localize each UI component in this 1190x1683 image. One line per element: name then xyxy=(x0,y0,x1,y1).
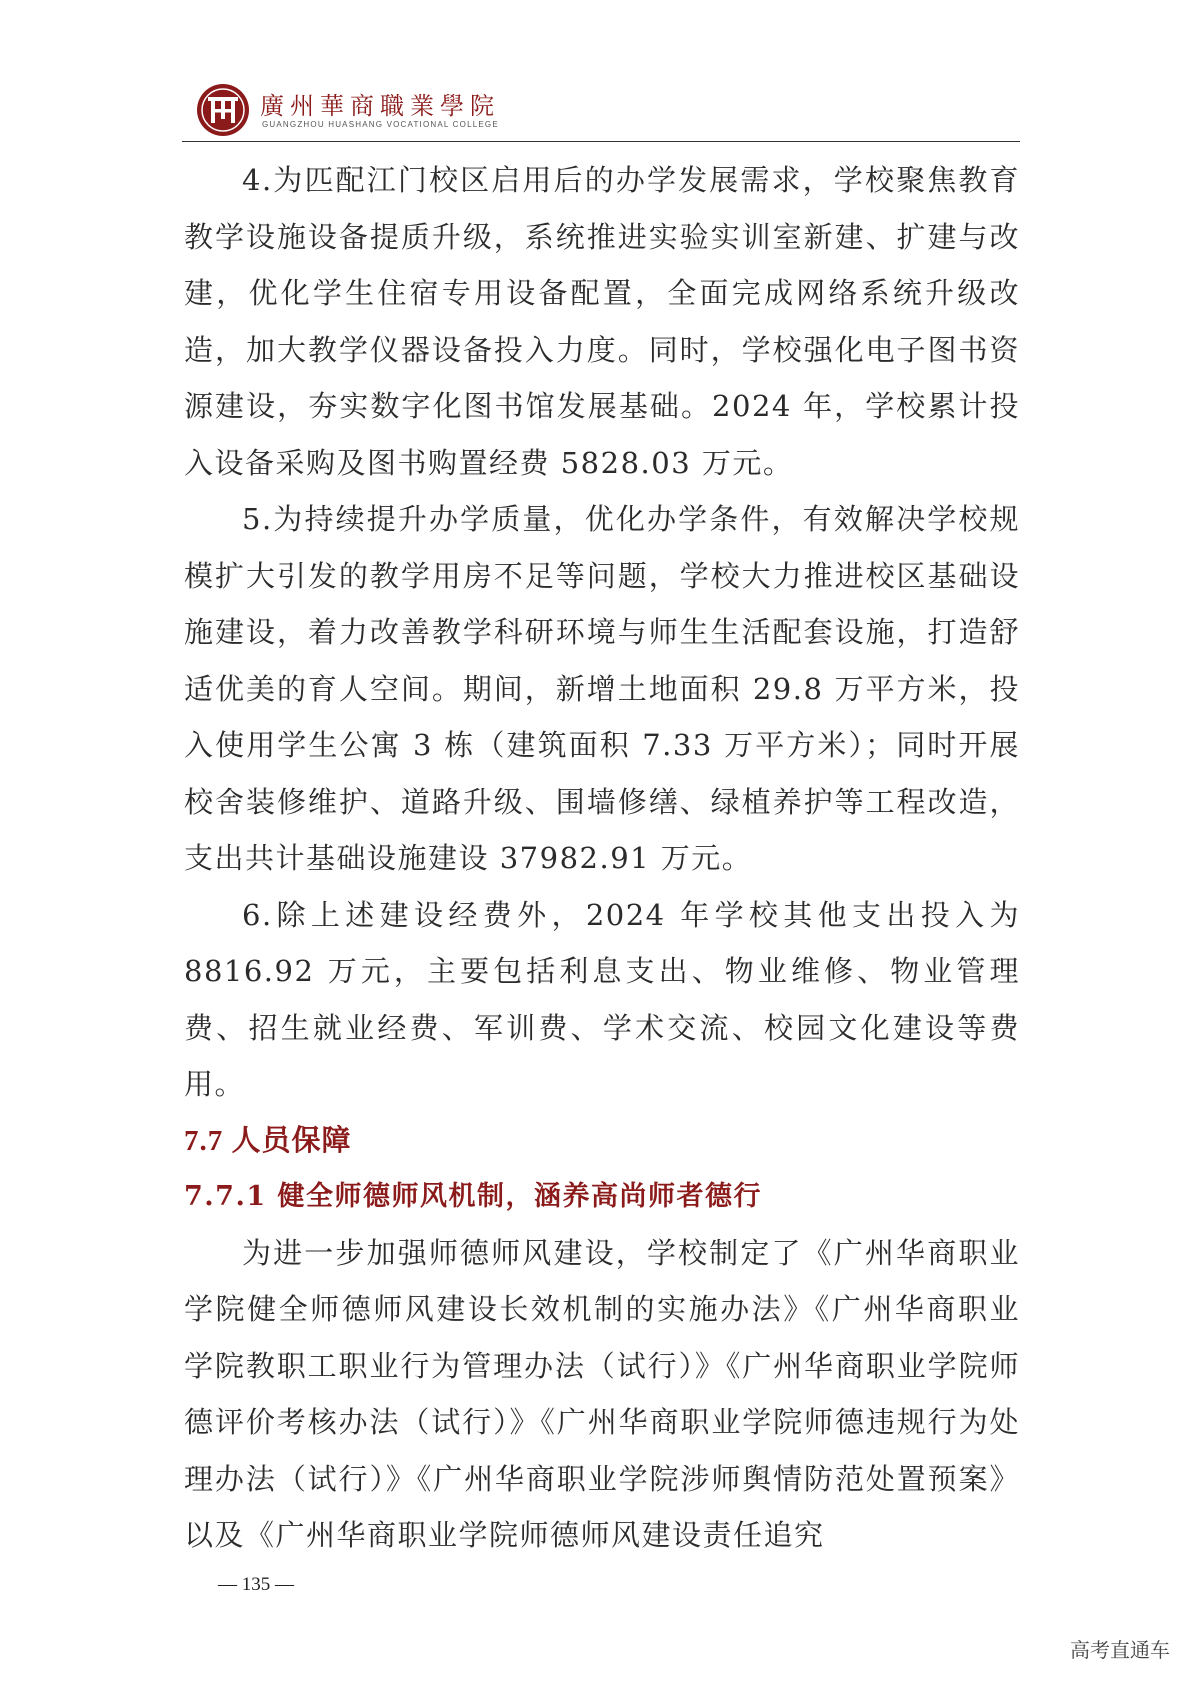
paragraph-equipment: 4.为匹配江门校区启用后的办学发展需求，学校聚焦教育教学设施设备提质升级，系统推进实验实训室新建、扩建与改建，优化学生住宿专用设备配置，全面完成网络系统升级改造，加大教学仪器设备投入力度。同时，学校强化电子图书资源建设，夯实数字化图书馆发展基础。2024 年，学校累计投入设备采购及图书购置经费 5828.03 万元。 xyxy=(184,163,1020,480)
header-divider xyxy=(182,141,1020,142)
section-heading: 7.7 人员保障 xyxy=(184,1124,352,1157)
watermark: 高考直通车 xyxy=(1070,1638,1170,1662)
paragraph-ethics: 为进一步加强师德师风建设，学校制定了《广州华商职业学院健全师德师风建设长效机制的实施办法》《广州华商职业学院教职工职业行为管理办法（试行）》《广州华商职业学院师德评价考核办法（试行）》《广州华商职业学院师德违规行为处理办法（试行）》《广州华商职业学院涉师舆情防范处置预案》以及《广州华商职业学院师德师风建设责任追究 xyxy=(184,1235,1020,1552)
school-name-en: GUANGZHOU HUASHANG VOCATIONAL COLLEGE xyxy=(262,120,499,129)
paragraph-infrastructure: 5.为持续提升办学质量，优化办学条件，有效解决学校规模扩大引发的教学用房不足等问题，学校大力推进校区基础设施建设，着力改善教学科研环境与师生生活配套设施，打造舒适优美的育人空间。期间，新增土地面积 29.8 万平方米，投入使用学生公寓 3 栋（建筑面积 7.33 万平方米）；同时开展校舍装修维护、道路升级、围墙修缮、绿植养护等工程改造，支出共计基础设施建设 37982.91 万元。 xyxy=(184,502,1020,875)
hs-seal-logo-icon xyxy=(196,83,250,137)
page-body xyxy=(184,152,1020,1564)
paragraph-other-expenses: 6.除上述建设经费外，2024 年学校其他支出投入为 8816.92 万元，主要包括利息支出、物业维修、物业管理费、招生就业经费、军训费、学术交流、校园文化建设等费用。 xyxy=(184,897,1020,1101)
page-header xyxy=(182,78,1020,142)
subsection-heading: 7.7.1 健全师德师风机制，涵养高尚师者德行 xyxy=(184,1180,763,1212)
page-number: — 135 — xyxy=(218,1574,294,1595)
school-name-cn: 廣州華商職業學院 xyxy=(260,92,500,120)
